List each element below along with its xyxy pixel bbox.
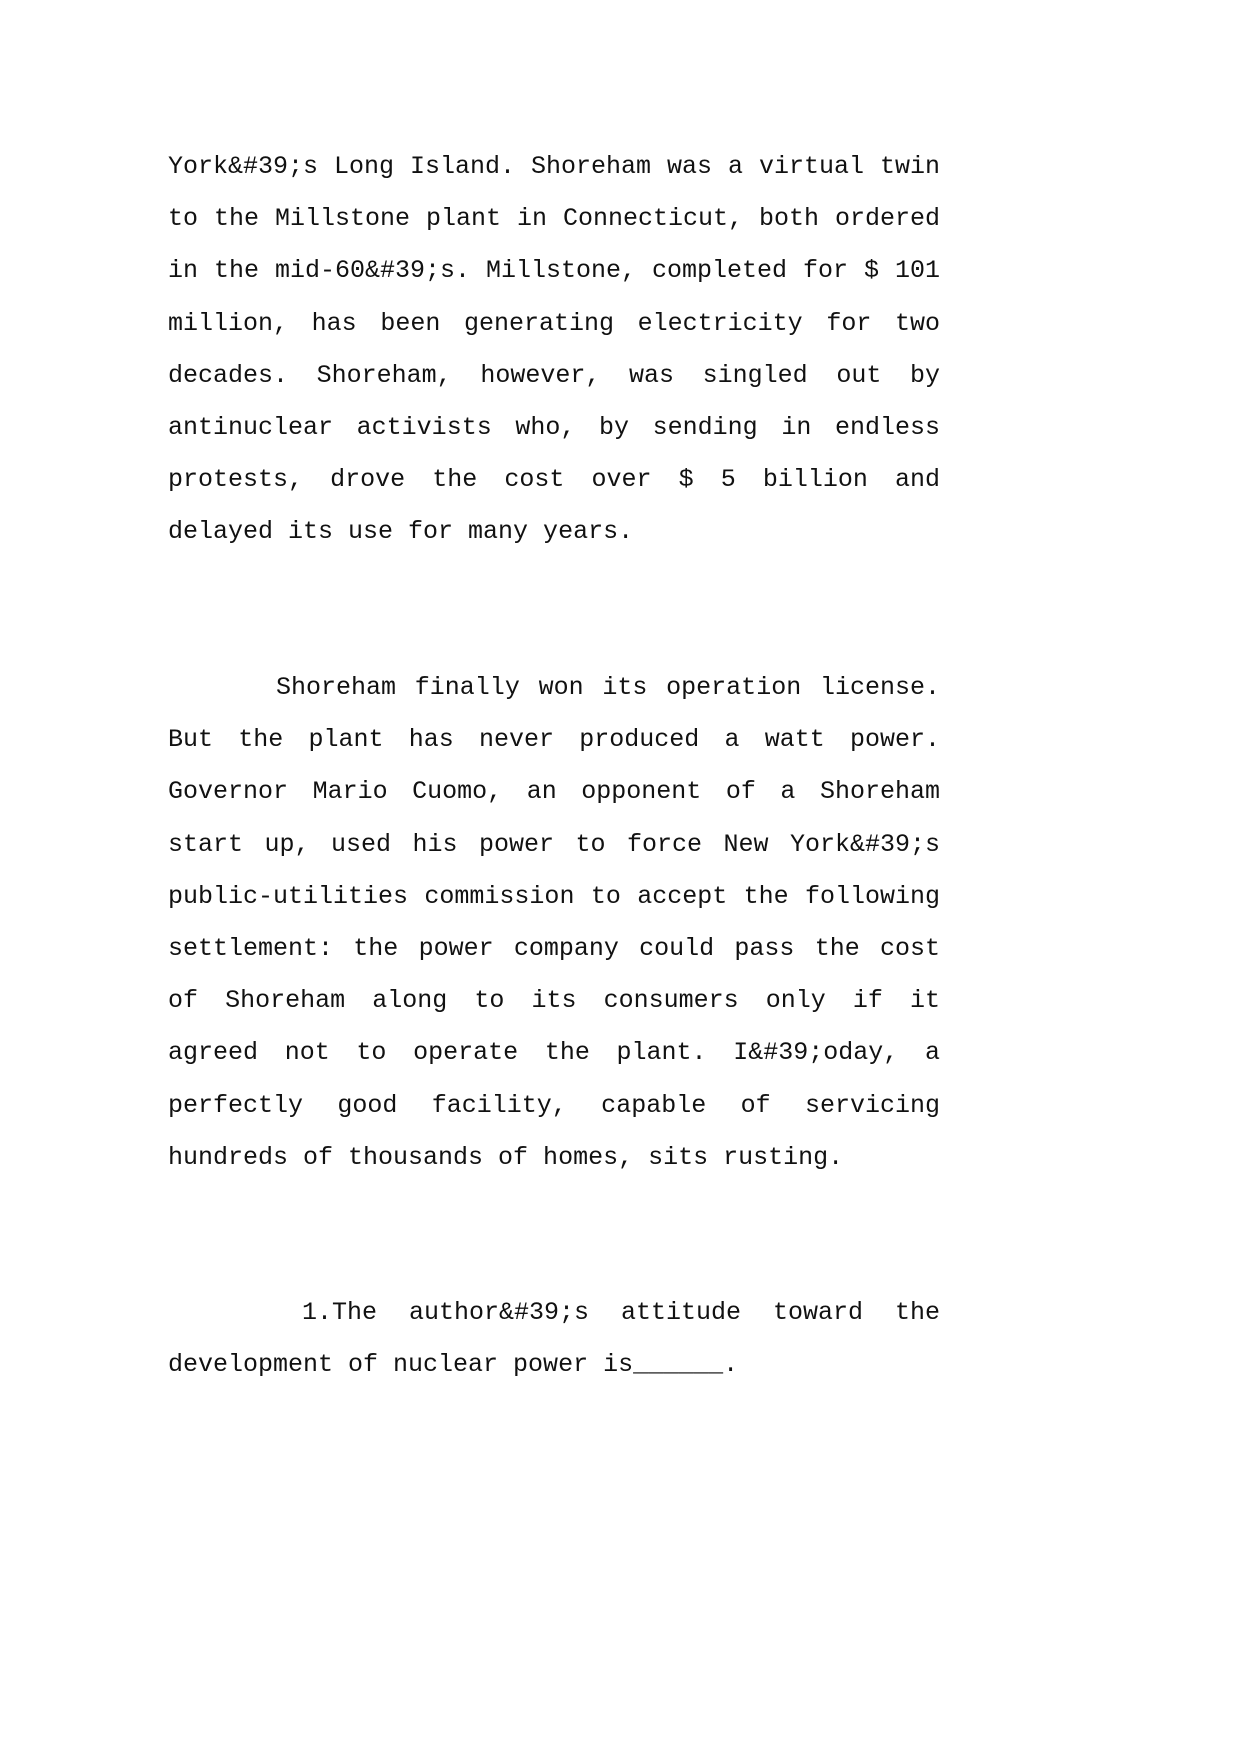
text-line: million, has been generating electricity for two: [168, 308, 940, 338]
text-line: York&#39;s Long Island. Shoreham was a virtual twin: [168, 152, 940, 181]
text-line: antinuclear activists who, by sending in endless: [168, 412, 940, 442]
text-line: perfectly good facility, capable of servicing: [168, 1090, 940, 1120]
text-line: Governor Mario Cuomo, an opponent of a Shoreham: [168, 777, 940, 807]
text-line: in the mid-60&#39;s. Millstone, completed for $ 101: [168, 256, 940, 286]
text-line: 1.The author&#39;s attitude toward the: [302, 1298, 940, 1327]
paragraph-shoreham-license: [168, 662, 940, 1184]
text-line: settlement: the power company could pass the cost: [168, 933, 940, 963]
text-line: protests, drove the cost over $ 5 billion and: [168, 465, 940, 495]
text-line: hundreds of thousands of homes, sits rusting.: [168, 1142, 844, 1172]
text-line: of Shoreham along to its consumers only if it: [168, 986, 940, 1016]
question-1: [168, 1287, 940, 1391]
text-line: agreed not to operate the plant. I&#39;oday, a: [168, 1038, 940, 1068]
text-line: decades. Shoreham, however, was singled out by: [168, 360, 940, 390]
paragraph-shoreham-history: [168, 141, 940, 559]
text-line: But the plant has never produced a watt power.: [168, 725, 940, 755]
text-line: development of nuclear power is______.: [168, 1350, 739, 1380]
text-line: Shoreham finally won its operation license.: [276, 673, 940, 702]
text-line: start up, used his power to force New York&#39;s: [168, 829, 940, 859]
text-line: to the Millstone plant in Connecticut, both ordered: [168, 204, 940, 234]
text-line: public-utilities commission to accept the following: [168, 881, 940, 911]
text-line: delayed its use for many years.: [168, 517, 634, 547]
